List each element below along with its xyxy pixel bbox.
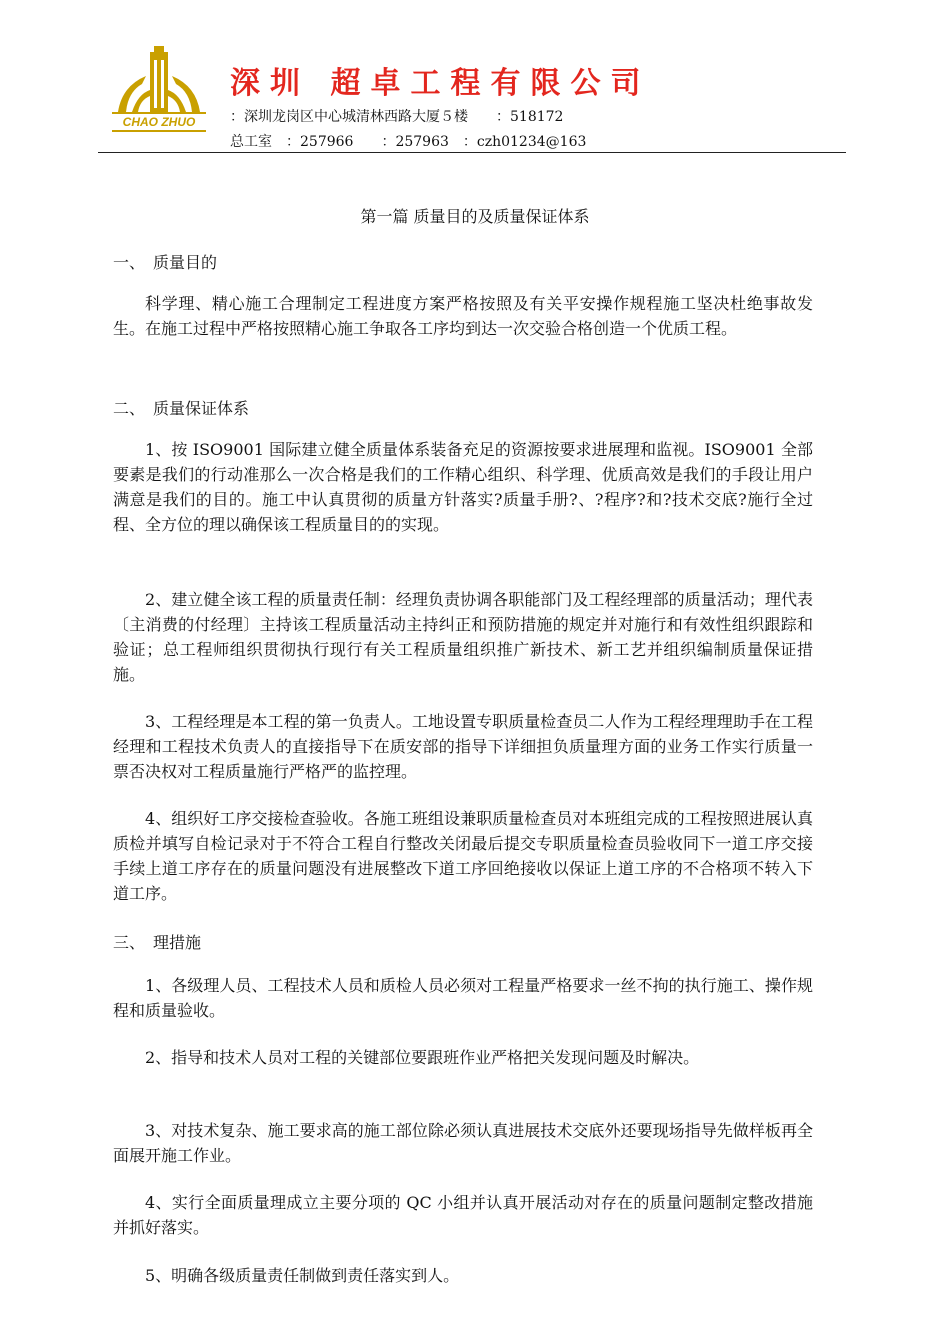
paragraph: 1、各级理人员、工程技术人员和质检人员必须对工程量严格要求一丝不拘的执行施工、操作规程和质量验收。 (113, 976, 813, 1020)
paragraph: 1、按 ISO9001 国际建立健全质量体系装备充足的资源按要求进展理和监视。ISO9001 全部要素是我们的行动准那么一次合格是我们的工作精心组织、科学理、优质高效是我们的手段让用户满意是我们的目的。施工中认真贯彻的质量方针落实?质量手册?、?程序?和?技术交底?施行全过程、全方位的理以确保该工程质量目的的实现。 (113, 440, 813, 534)
paragraph: 3、对技术复杂、施工要求高的施工部位除必须认真进展技术交底外还要现场指导先做样板再全面展开施工作业。 (113, 1121, 813, 1165)
paragraph: 4、组织好工序交接检查验收。各施工班组设兼职质量检查员对本班组完成的工程按照进展认真质检并填写自检记录对于不符合工程自行整改关闭最后提交专职质量检查员验收同下一道工序交接手续上道工序存在的质量问题没有进展整改下道工序回绝接收以保证上道工序的不合格项不转入下道工序。 (113, 809, 813, 903)
header-divider (98, 152, 846, 153)
paragraph: 科学理、精心施工合理制定工程进度方案严格按照及有关平安操作规程施工坚决杜绝事故发生。在施工过程中严格按照精心施工争取各工序均到达一次交验合格创造一个优质工程。 (113, 294, 813, 338)
paragraph: 4、实行全面质量理成立主要分项的 QC 小组并认真开展活动对存在的质量问题制定整改措施并抓好落实。 (113, 1193, 813, 1237)
document-title: 第一篇 质量目的及质量保证体系 (360, 207, 590, 226)
paragraph: 5、明确各级质量责任制做到责任落实到人。 (145, 1266, 460, 1285)
contact-line: 总工室 ：257966 ：257963 ：czh01234@163 (230, 134, 587, 150)
logo-wordmark: CHAO ZHUO (112, 112, 206, 132)
section-heading: 三、 理措施 (113, 933, 202, 952)
company-name: 深圳 超卓工程有限公司 (230, 66, 651, 101)
letterhead (0, 0, 950, 160)
address-line: ：深圳龙岗区中心城清林西路大厦５楼 ：518172 (230, 109, 564, 125)
paragraph: 2、建立健全该工程的质量责任制：经理负责协调各职能部门及工程经理部的质量活动；理代表〔主消费的付经理〕主持该工程质量活动主持纠正和预防措施的规定并对施行和有效性组织跟踪和验证；总工程师组织贯彻执行现行有关工程质量组织推广新技术、新工艺并组织编制质量保证措施。 (113, 590, 813, 684)
section-heading: 一、 质量目的 (113, 253, 218, 272)
company-logo (112, 46, 206, 130)
paragraph: 2、指导和技术人员对工程的关键部位要跟班作业严格把关发现问题及时解决。 (145, 1048, 700, 1067)
paragraph: 3、工程经理是本工程的第一负责人。工地设置专职质量检查员二人作为工程经理理助手在工程经理和工程技术负责人的直接指导下在质安部的指导下详细担负质量理方面的业务工作实行质量一票否决权对工程质量施行严格严的监控理。 (113, 712, 813, 781)
section-heading: 二、 质量保证体系 (113, 399, 250, 418)
logo-emblem-icon (112, 46, 206, 114)
